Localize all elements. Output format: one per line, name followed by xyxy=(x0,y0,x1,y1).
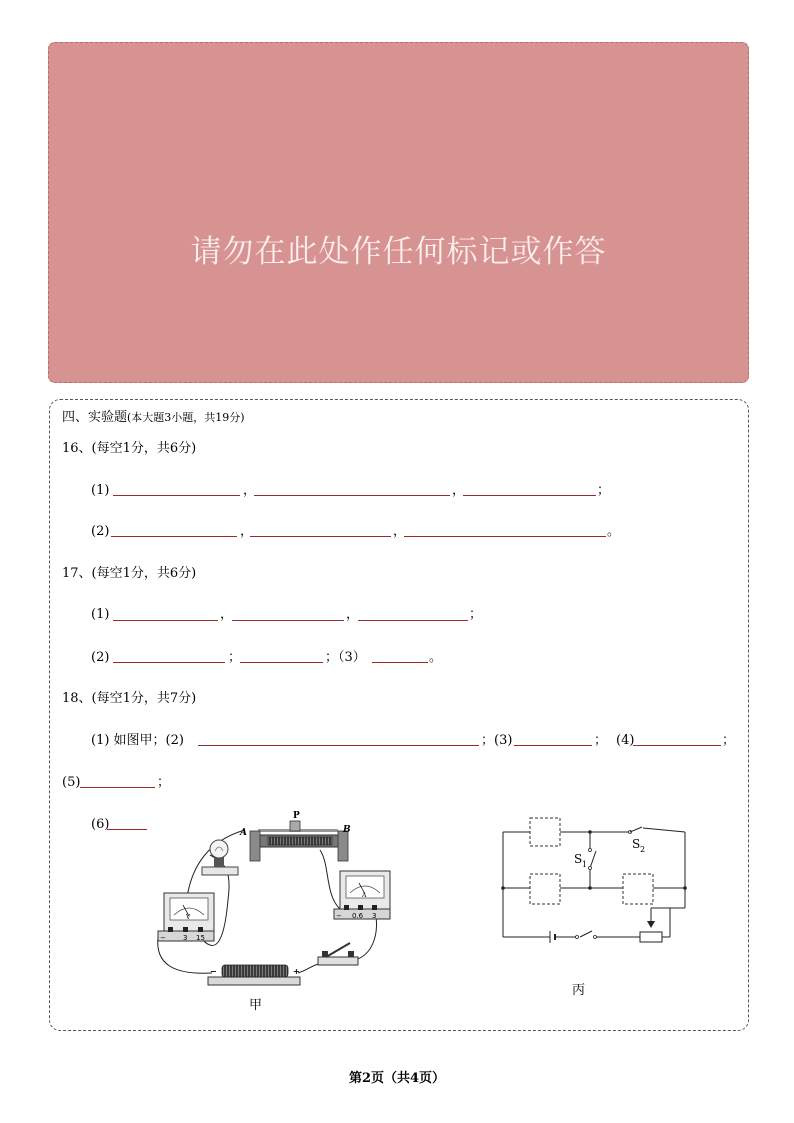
rheostat-label-a: A xyxy=(240,828,247,838)
q17-row1-sep2: ， xyxy=(346,607,360,622)
q16-row2-end: 。 xyxy=(607,524,621,539)
junction-dot xyxy=(501,886,505,890)
switch-s1-subscript: 1 xyxy=(582,860,588,869)
battery-plus: + xyxy=(293,967,300,976)
battery-pack xyxy=(208,965,300,985)
ammeter xyxy=(334,871,390,920)
figure-bing-caption: 丙 xyxy=(572,983,586,998)
ammeter-t2: 3 xyxy=(372,912,377,920)
q16-row1-sep2: ， xyxy=(452,483,466,498)
switch-contact xyxy=(594,936,597,939)
rheostat-label-p: P xyxy=(293,811,300,821)
page-footer: 第2页（共4页） xyxy=(348,1071,446,1086)
wire xyxy=(320,850,340,909)
voltmeter-symbol: V xyxy=(186,914,191,921)
q16-row1-label: (1) xyxy=(91,483,110,498)
switch-s1-label: S xyxy=(574,852,583,866)
q17-row1-end: ； xyxy=(469,607,483,622)
rheostat-arrow-icon xyxy=(647,921,655,928)
voltmeter-t2: 15 xyxy=(196,934,205,942)
q17-blank-2[interactable] xyxy=(232,620,344,621)
q16-blank-1[interactable] xyxy=(113,495,240,496)
q18-row1-part1: (1) 如图甲；(2) xyxy=(91,733,184,748)
q18-blank-5[interactable] xyxy=(80,787,155,788)
voltmeter-minus: − xyxy=(160,934,166,942)
switch-contact xyxy=(576,936,579,939)
q17-blank-5[interactable] xyxy=(240,662,323,663)
q17-blank-6[interactable] xyxy=(372,662,428,663)
q16-blank-3[interactable] xyxy=(463,495,596,496)
figure-jia-caption: 甲 xyxy=(249,998,263,1013)
q17-row2-sep1: ； xyxy=(228,650,242,665)
q18-blank-6[interactable] xyxy=(107,829,147,830)
switch-contact xyxy=(589,849,592,852)
component-box-right xyxy=(623,874,653,904)
switch-s2-blade xyxy=(630,827,642,832)
q16-row2-sep2: ， xyxy=(393,524,407,539)
switch xyxy=(318,943,358,965)
q17-row1-sep1: ， xyxy=(220,607,234,622)
wire xyxy=(158,937,212,973)
no-answer-text: 请勿在此处作任何标记或作答 xyxy=(190,234,607,270)
q18-row1-part4: (4) xyxy=(616,733,635,748)
q18-row1-part2: ；(3) xyxy=(481,733,513,748)
component-box-top xyxy=(530,818,560,846)
ammeter-t1: 0.6 xyxy=(352,912,364,920)
q18-row2-label: (5) xyxy=(62,775,81,790)
section-title-text: 四、实验题 xyxy=(62,410,128,425)
q18-blank-2[interactable] xyxy=(198,745,479,746)
q17-row2-sep2: ；（3） xyxy=(325,650,366,665)
q18-header: 18、(每空1分，共7分) xyxy=(62,691,197,706)
q18-blank-3[interactable] xyxy=(514,745,592,746)
no-answer-zone xyxy=(48,42,749,383)
q18-row2-end: ； xyxy=(157,775,171,790)
ammeter-minus: − xyxy=(336,912,342,920)
battery-minus: − xyxy=(210,967,217,976)
switch-contact xyxy=(589,867,592,870)
section-title xyxy=(62,410,245,426)
voltmeter xyxy=(158,893,214,942)
q17-blank-4[interactable] xyxy=(113,662,225,663)
q16-row2-sep1: ， xyxy=(240,524,254,539)
q16-header: 16、(每空1分，共6分) xyxy=(62,441,197,456)
switch-s2-subscript: 2 xyxy=(640,845,646,854)
q17-row1-label: (1) xyxy=(91,607,110,622)
figure-bing-circuit xyxy=(495,810,695,950)
q18-row3-label: (6) xyxy=(91,817,110,832)
junction-dot xyxy=(588,886,592,890)
rheostat-label-b: B xyxy=(343,825,351,835)
ammeter-symbol: A xyxy=(362,892,367,899)
rheostat-resistor xyxy=(640,932,662,942)
rheostat xyxy=(239,811,351,861)
q17-blank-1[interactable] xyxy=(113,620,218,621)
voltmeter-t1: 3 xyxy=(183,934,188,942)
q18-blank-4[interactable] xyxy=(633,745,721,746)
q18-row1-end: ； xyxy=(722,733,736,748)
q16-row2-label: (2) xyxy=(91,524,110,539)
section-subtitle: (本大题3小题，共19分) xyxy=(127,411,245,424)
junction-dot xyxy=(588,830,592,834)
figure-jia-apparatus xyxy=(150,805,400,1010)
q16-blank-2[interactable] xyxy=(254,495,450,496)
q16-row1-sep1: ， xyxy=(243,483,257,498)
q17-row2-end: 。 xyxy=(429,650,443,665)
q17-header: 17、(每空1分，共6分) xyxy=(62,566,197,581)
q17-row2-label: (2) xyxy=(91,650,110,665)
q18-row1-part3: ； xyxy=(594,733,608,748)
component-box-left xyxy=(530,874,560,904)
q16-blank-5[interactable] xyxy=(250,536,391,537)
q16-row1-end: ； xyxy=(597,483,611,498)
q16-blank-4[interactable] xyxy=(111,536,237,537)
junction-dot xyxy=(683,886,687,890)
q17-blank-3[interactable] xyxy=(358,620,468,621)
q16-blank-6[interactable] xyxy=(404,536,606,537)
lamp xyxy=(202,840,238,875)
switch-s2-label: S xyxy=(632,837,641,851)
